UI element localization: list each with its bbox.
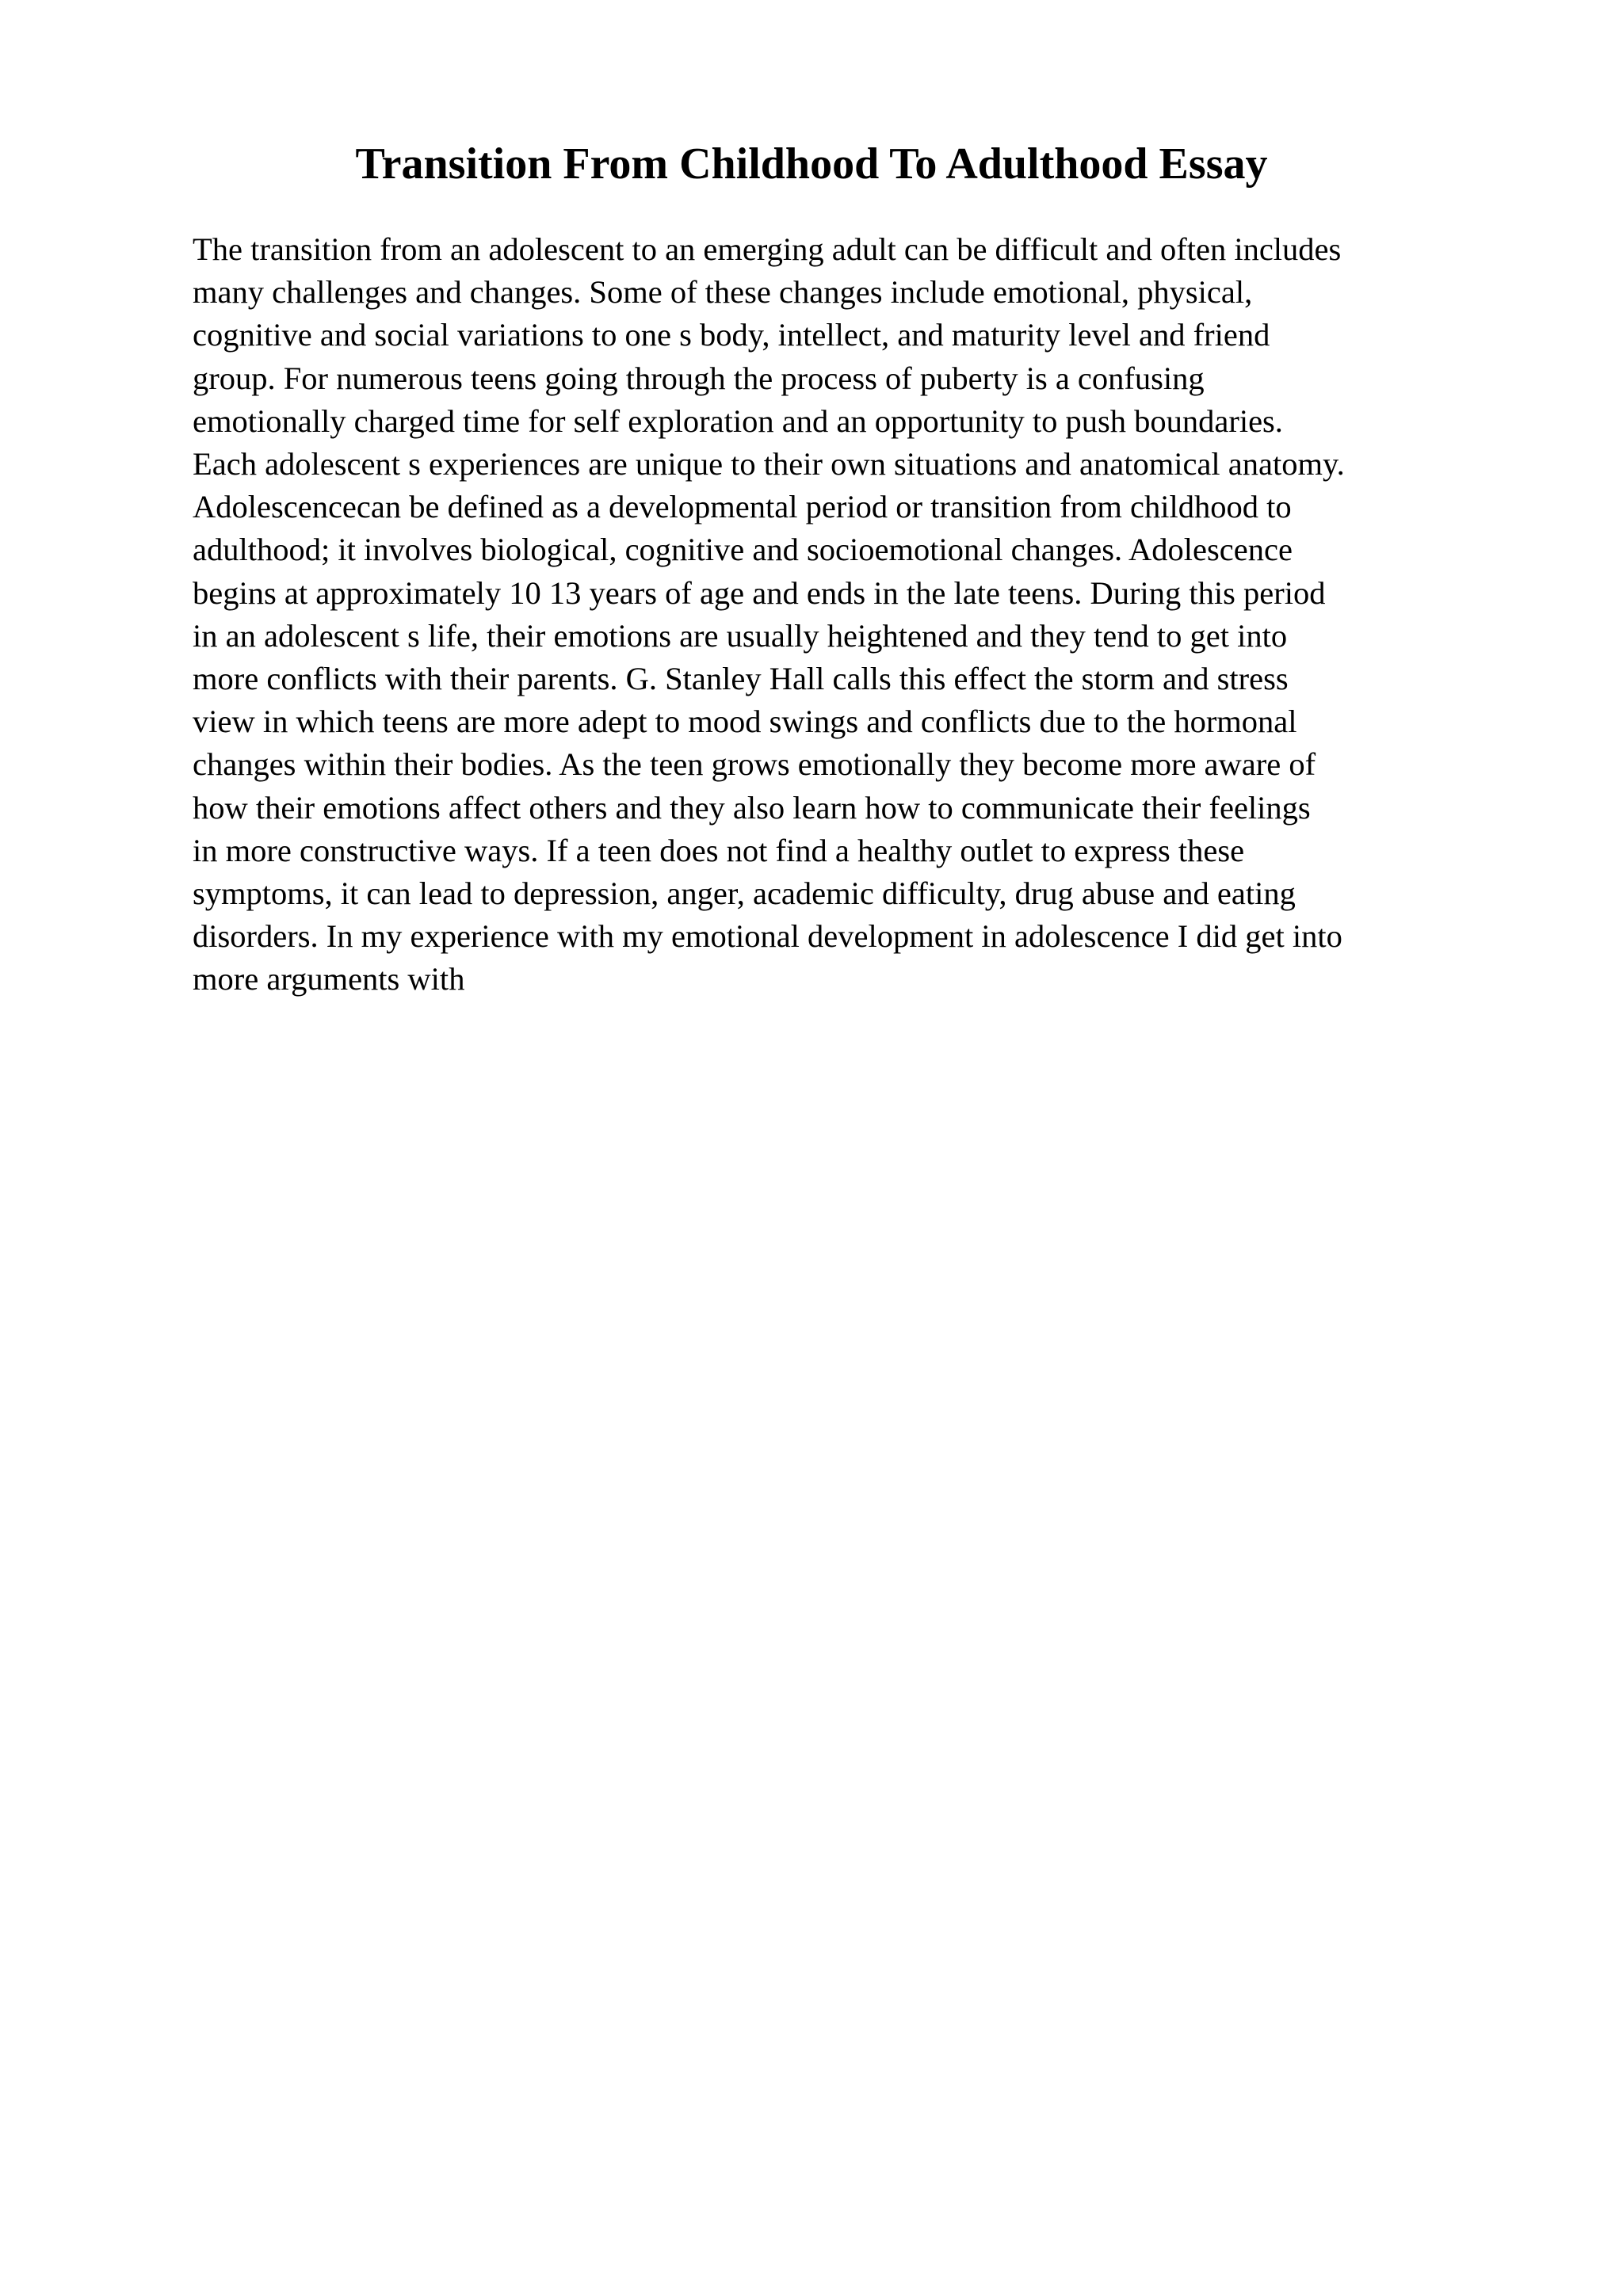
- body-line: adulthood; it involves biological, cognitive and socioemotional changes. Adolescence: [193, 532, 1293, 568]
- body-line: begins at approximately 10 13 years of age and ends in the late teens. During this period: [193, 574, 1326, 611]
- body-line: Adolescencecan be defined as a developmental period or transition from childhood to: [193, 489, 1292, 525]
- body-line: Each adolescent s experiences are unique to their own situations and anatomical anatomy.: [193, 446, 1345, 482]
- body-line: in an adolescent s life, their emotions are usually heightened and they tend to get into: [193, 617, 1288, 654]
- essay-body: [193, 228, 1603, 1001]
- body-line: cognitive and social variations to one s body, intellect, and maturity level and friend: [193, 317, 1270, 353]
- body-line: The transition from an adolescent to an emerging adult can be difficult and often includes: [193, 231, 1342, 267]
- document-title: Transition From Childhood To Adulthood Essay: [355, 139, 1268, 189]
- body-line: disorders. In my experience with my emotional development in adolescence I did get into: [193, 918, 1342, 955]
- body-line: group. For numerous teens going through the process of puberty is a confusing: [193, 360, 1205, 396]
- body-line: how their emotions affect others and they also learn how to communicate their feelings: [193, 789, 1311, 826]
- body-line: more arguments with: [193, 961, 465, 997]
- body-line: view in which teens are more adept to mood swings and conflicts due to the hormonal: [193, 704, 1297, 740]
- body-line: in more constructive ways. If a teen does not find a healthy outlet to express these: [193, 832, 1245, 868]
- body-line: more conflicts with their parents. G. Stanley Hall calls this effect the storm and stress: [193, 661, 1289, 697]
- body-line: many challenges and changes. Some of these changes include emotional, physical,: [193, 274, 1253, 311]
- body-line: changes within their bodies. As the teen grows emotionally they become more aware of: [193, 746, 1316, 783]
- body-line: emotionally charged time for self exploration and an opportunity to push boundaries.: [193, 402, 1283, 439]
- body-line: symptoms, it can lead to depression, anger, academic difficulty, drug abuse and eating: [193, 875, 1296, 912]
